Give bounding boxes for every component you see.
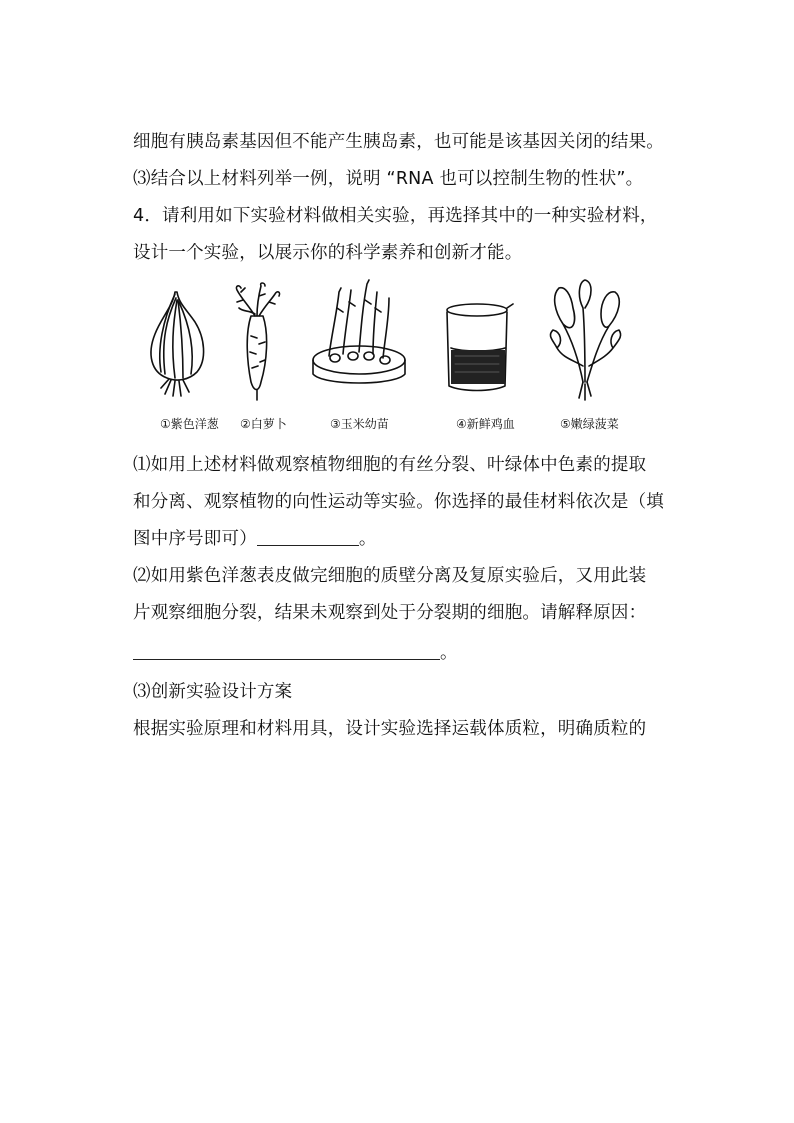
question-4-line-1: 4．请利用如下实验材料做相关实验，再选择其中的一种实验材料， [133,206,658,226]
corn-seedlings-drawing [313,280,405,383]
sub-question-2-line-1: ⑵如用紫色洋葱表皮做完细胞的质壁分离及复原实验后，又用此装 [133,566,647,586]
answer-blank-1[interactable] [257,529,359,546]
materials-illustration [133,278,663,436]
sub-question-3-title: ⑶创新实验设计方案 [133,682,293,702]
text-line-1: 细胞有胰岛素基因但不能产生胰岛素，也可能是该基因关闭的结果。 [133,132,664,152]
radish-drawing [236,283,279,400]
sub-question-2-line-2: 片观察细胞分裂，结果未观察到处于分裂期的细胞。请解释原因： [133,603,647,623]
period: 。 [440,643,458,663]
answer-prompt: 图中序号即可） [133,529,257,549]
text-line-2: ⑶结合以上材料列举一例，说明 “RNA 也可以控制生物的性状”。 [133,169,644,189]
sub-question-1-line-3 [133,527,377,551]
caption-radish: ②白萝卜 [240,417,287,431]
caption-corn: ③玉米幼苗 [330,417,389,431]
caption-blood: ④新鲜鸡血 [456,417,515,431]
caption-spinach: ⑤嫩绿菠菜 [560,417,619,431]
materials-figure [133,278,663,436]
sub-question-1-line-1: ⑴如用上述材料做观察植物细胞的有丝分裂、叶绿体中色素的提取 [133,455,647,475]
answer-blank-2[interactable] [133,643,440,660]
sub-question-3-line-1: 根据实验原理和材料用具，设计实验选择运载体质粒，明确质粒的 [133,719,647,739]
spinach-drawing [550,280,620,400]
beaker-drawing [447,304,513,391]
onion-drawing [151,292,204,396]
question-4-line-2: 设计一个实验，以展示你的科学素养和创新才能。 [133,243,523,263]
sub-question-1-line-2: 和分离、观察植物的向性运动等实验。你选择的最佳材料依次是（填 [133,492,664,512]
caption-onion: ①紫色洋葱 [160,417,219,431]
sub-question-2-line-3 [133,641,458,665]
period: 。 [358,529,377,549]
